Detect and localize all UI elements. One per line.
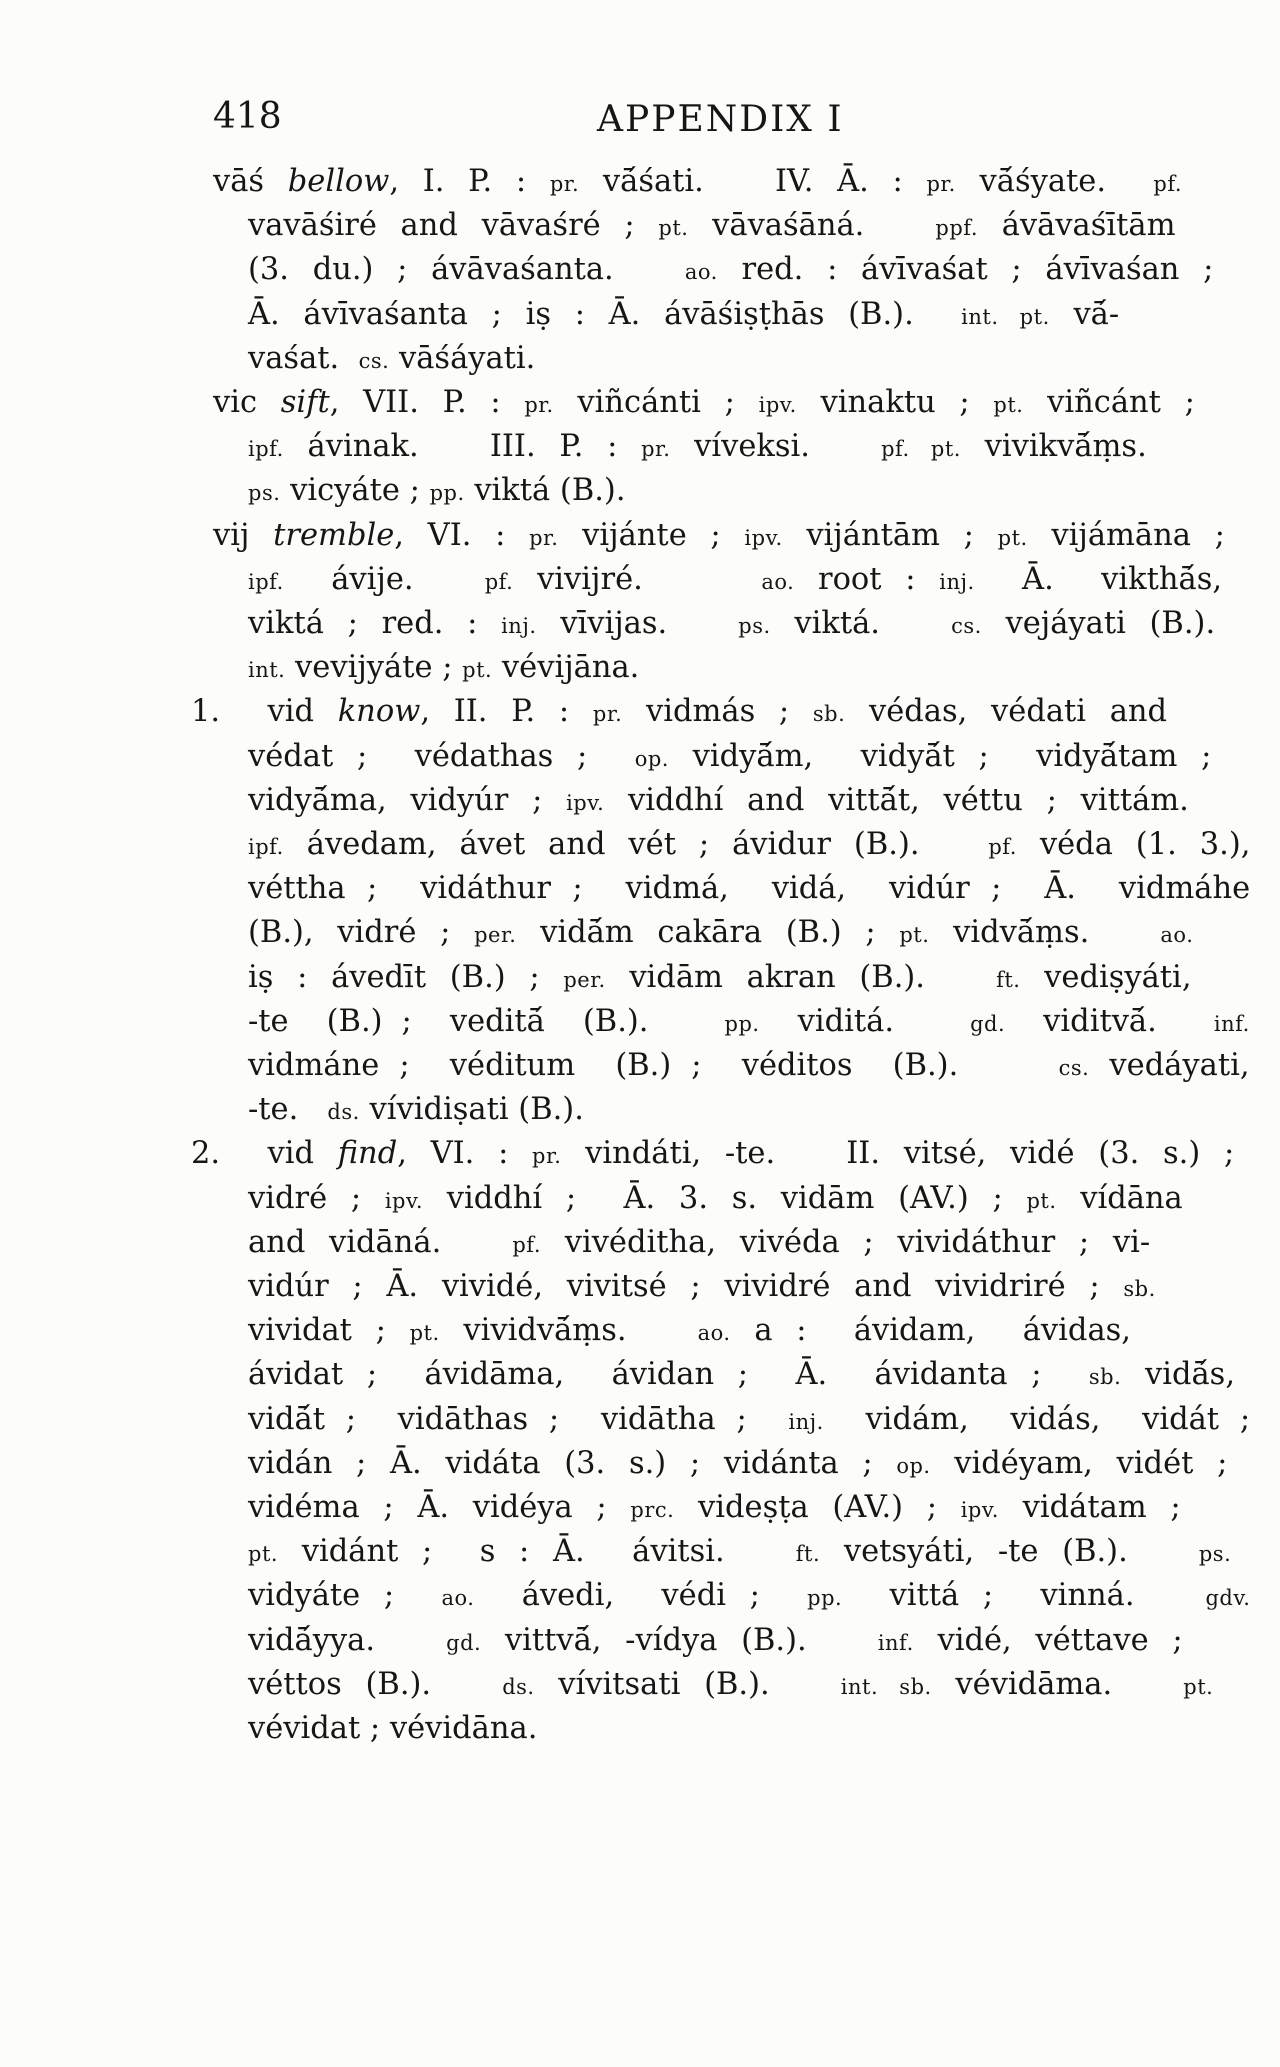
entry-text: viddhí and vittā́t, véttu ; vittám. — [604, 782, 1189, 818]
entry-text: 1. vid — [191, 694, 338, 730]
entry-text: vívitsati (B.). — [534, 1666, 841, 1702]
text-line — [248, 558, 1222, 602]
entry-text: vittvā́, -vídya (B.). — [481, 1622, 878, 1658]
entry-text: iṣ : ávedīt (B.) ; — [248, 959, 564, 995]
gloss-text: sift — [280, 385, 330, 420]
text-line — [248, 1707, 537, 1751]
grammar-abbreviation: pt. — [409, 1321, 440, 1346]
grammar-abbreviation: pt. — [658, 216, 689, 241]
grammar-abbreviation: sb. — [1123, 1277, 1156, 1301]
gloss-text: bellow — [287, 164, 390, 199]
grammar-abbreviation: inj. — [788, 1409, 824, 1434]
entry-text: védat ; védathas ; — [248, 738, 635, 774]
grammar-abbreviation: gd. — [446, 1630, 482, 1655]
entry-text: vittá ; vinná. — [842, 1578, 1206, 1614]
entry-text: vindáti, -te. II. vitsé, vidé (3. s.) ; — [561, 1136, 1235, 1172]
text-line — [248, 204, 1176, 248]
entry-text: , VI. : — [397, 1136, 533, 1172]
grammar-abbreviation: pt. — [462, 658, 493, 683]
grammar-abbreviation: int. sb. — [840, 1674, 932, 1699]
entry-text: , I. P. : — [389, 164, 550, 199]
entry-text: vic — [213, 385, 281, 420]
text-line — [248, 1309, 1131, 1353]
grammar-abbreviation: int. — [248, 658, 286, 683]
grammar-abbreviation: pr. — [529, 525, 559, 550]
grammar-abbreviation: ipf. — [248, 569, 284, 594]
gloss-text: tremble — [273, 517, 395, 553]
entry-text: vidéyam, vidét ; — [930, 1445, 1228, 1481]
entry-text: vidúr ; Ā. vividé, vivitsé ; vividré and vividriré ; — [248, 1269, 1124, 1304]
grammar-abbreviation: pr. — [641, 437, 671, 462]
entry-text: viditvā́. — [1005, 1003, 1214, 1039]
text-line — [248, 425, 1147, 469]
grammar-abbreviation: sb. — [1088, 1365, 1122, 1390]
entry-text: vetsyáti, -te (B.). — [820, 1534, 1199, 1570]
entry-text: véttos (B.). — [248, 1666, 503, 1702]
grammar-abbreviation: ao. — [697, 1321, 731, 1346]
grammar-abbreviation: pt. — [993, 393, 1024, 417]
text-line — [248, 1353, 1235, 1397]
grammar-abbreviation: per. — [563, 967, 606, 992]
text-line — [248, 248, 1213, 292]
entry-text: vévidāma. — [931, 1666, 1184, 1702]
grammar-abbreviation: ipf. — [248, 835, 284, 859]
grammar-abbreviation: pf. pt. — [881, 437, 961, 462]
entry-text: 2. vid — [191, 1136, 338, 1172]
entry-text: vaśat. — [248, 340, 359, 376]
text-line — [248, 779, 1189, 823]
text-line — [248, 1574, 1250, 1618]
entry-text: vejáyati (B.). — [981, 606, 1216, 641]
grammar-abbreviation: ft. — [996, 967, 1021, 992]
grammar-abbreviation: ipv. — [960, 1498, 999, 1522]
grammar-abbreviation: ds. — [327, 1100, 360, 1125]
text-line — [191, 1132, 1234, 1176]
grammar-abbreviation: inj. — [501, 614, 537, 638]
entry-text: vā́śati. IV. Ā. : — [579, 164, 927, 199]
text-line — [248, 956, 1192, 1000]
gloss-text: find — [337, 1136, 398, 1172]
grammar-abbreviation: ft. — [795, 1542, 821, 1567]
entry-text: vévijāna. — [492, 650, 640, 686]
entry-text: vīvijas. — [536, 606, 739, 641]
entry-text: vijánte ; — [558, 517, 745, 553]
entry-text: (3. du.) ; ávāvaśanta. — [248, 252, 685, 288]
grammar-abbreviation: op. — [896, 1453, 931, 1478]
grammar-abbreviation: per. — [474, 923, 517, 948]
entry-text: ávidat ; ávidāma, ávidan ; Ā. ávidanta ; — [248, 1357, 1089, 1393]
entry-text: videṣṭa (AV.) ; — [674, 1490, 961, 1525]
entry-text: viktá ; red. : — [248, 606, 502, 641]
entry-text: , II. P. : — [420, 694, 593, 730]
entry-text: vediṣyáti, — [1020, 959, 1192, 995]
grammar-abbreviation: pr. — [524, 393, 554, 417]
entry-text: vidmáne ; véditum (B.) ; véditos (B.). — [248, 1048, 1059, 1083]
entry-text: vidátam ; — [998, 1490, 1181, 1525]
entry-text: viñcánti ; — [553, 385, 759, 420]
entry-text: vāś — [213, 164, 288, 199]
grammar-abbreviation: pp. — [429, 481, 465, 506]
entry-text: vivijré. — [513, 561, 762, 597]
grammar-abbreviation: ao. — [1160, 923, 1194, 948]
grammar-abbreviation: pr. — [926, 172, 956, 196]
text-line — [248, 469, 626, 513]
entry-text: vā́- — [1049, 296, 1120, 332]
text-line — [213, 381, 1195, 425]
grammar-abbreviation: gd. — [970, 1011, 1006, 1036]
entry-text: ávāvaśītām — [978, 208, 1176, 244]
grammar-abbreviation: inf. — [1213, 1011, 1250, 1036]
grammar-abbreviation: pt. — [997, 525, 1028, 550]
entry-text: Ā. vikthā́s, — [974, 561, 1223, 597]
grammar-abbreviation: ps. — [1198, 1542, 1232, 1567]
grammar-abbreviation: ds. — [502, 1674, 535, 1699]
entry-text: Ā. ávīvaśanta ; iṣ : Ā. ávāśiṣṭhās (B.). — [248, 296, 962, 332]
text-line — [248, 1221, 1150, 1265]
entry-text: véda (1. 3.), — [1016, 827, 1251, 862]
grammar-abbreviation: pt. — [899, 923, 930, 948]
grammar-abbreviation: pr. — [532, 1144, 562, 1169]
text-line — [248, 1177, 1183, 1221]
entry-text: vidā́m cakāra (B.) ; — [516, 915, 900, 951]
grammar-abbreviation: pt. — [1026, 1188, 1057, 1213]
entry-text: viñcánt ; — [1023, 385, 1195, 420]
entry-text: vidám, vidás, vidát ; — [823, 1401, 1251, 1437]
text-line — [248, 293, 1119, 337]
text-line — [213, 160, 1182, 204]
entry-text: vidán ; Ā. vidáta (3. s.) ; vidánta ; — [248, 1445, 897, 1481]
entry-text: vinaktu ; — [796, 385, 994, 420]
entry-text: vijántām ; — [782, 517, 998, 553]
grammar-abbreviation: gdv. — [1205, 1586, 1251, 1611]
entry-text: root : — [794, 561, 940, 597]
text-line — [248, 1619, 1183, 1663]
entry-text: viktá. — [770, 606, 952, 641]
text-line — [248, 911, 1193, 955]
entry-text: vavāśiré and vāvaśré ; — [248, 208, 659, 244]
grammar-abbreviation: pf. — [988, 835, 1017, 859]
text-line — [213, 514, 1225, 558]
grammar-abbreviation: ipv. — [744, 525, 783, 550]
grammar-abbreviation: cs. — [951, 614, 982, 638]
entry-text: ávinak. III. P. : — [283, 429, 642, 465]
entry-text: vāvaśāná. — [688, 208, 936, 244]
entry-text: ávedam, ávet and vét ; ávidur (B.). — [283, 827, 989, 862]
entry-text: vāśáyati. — [389, 340, 536, 376]
text-line — [248, 1442, 1227, 1486]
text-line — [248, 646, 639, 690]
entry-text: vidā́yya. — [248, 1622, 447, 1658]
entry-text: vidām akran (B.). — [605, 959, 997, 995]
grammar-abbreviation: ao. — [684, 260, 718, 285]
grammar-abbreviation: inf. — [877, 1630, 914, 1655]
grammar-abbreviation: pr. — [549, 172, 580, 196]
grammar-abbreviation: pr. — [592, 702, 623, 727]
entry-text: vídāna — [1056, 1180, 1183, 1216]
grammar-abbreviation: ppf. — [935, 216, 979, 241]
entry-text: vívidiṣati (B.). — [359, 1092, 584, 1128]
grammar-abbreviation: pf. — [484, 569, 514, 594]
entry-text: , VI. : — [394, 517, 530, 553]
grammar-abbreviation: inj. — [939, 569, 975, 594]
text-line — [248, 1088, 584, 1132]
entry-text: -te. — [248, 1092, 328, 1128]
grammar-abbreviation: pp. — [807, 1586, 843, 1611]
entry-text: vidyáte ; — [248, 1578, 442, 1614]
entry-text: red. : ávīvaśat ; ávīvaśan ; — [717, 252, 1214, 288]
entry-text: and vidāná. — [248, 1224, 513, 1260]
page-number: 418 — [213, 96, 282, 137]
entry-text: vā́śyate. — [955, 164, 1154, 199]
entry-text: vij — [213, 517, 274, 553]
text-line — [248, 337, 535, 381]
grammar-abbreviation: ao. — [441, 1586, 475, 1611]
grammar-abbreviation: pt. — [248, 1542, 279, 1567]
grammar-abbreviation: int. pt. — [961, 304, 1050, 329]
text-line — [248, 1265, 1156, 1309]
entry-text: viditá. — [759, 1003, 971, 1039]
entry-text: vedáyati, — [1089, 1048, 1250, 1083]
grammar-abbreviation: ipv. — [758, 393, 797, 417]
text-line — [248, 867, 1250, 911]
text-line — [248, 1398, 1250, 1442]
entry-text: ávije. — [283, 561, 485, 597]
grammar-abbreviation: cs. — [358, 348, 390, 373]
entry-text: véttha ; vidáthur ; vidmá, vidá, vidúr ; Ā. vidmáhe — [248, 871, 1251, 907]
entry-text: vicyáte ; — [280, 473, 430, 509]
grammar-abbreviation: prc. — [630, 1498, 675, 1522]
text-line — [248, 1663, 1213, 1707]
grammar-abbreviation: pf. — [1153, 172, 1183, 196]
entry-text: vijámāna ; — [1027, 517, 1225, 553]
entry-text: vidéma ; Ā. vidéya ; — [248, 1490, 631, 1525]
grammar-abbreviation: cs. — [1058, 1056, 1090, 1080]
grammar-abbreviation: ps. — [738, 614, 771, 638]
entry-text: a : ávidam, ávidas, — [730, 1313, 1131, 1349]
entry-text: vidā́s, — [1121, 1357, 1236, 1393]
entry-text: , VII. P. : — [329, 385, 525, 420]
text-line — [248, 1000, 1250, 1044]
text-line — [248, 735, 1211, 779]
entry-text: vidā́t ; vidāthas ; vidātha ; — [248, 1401, 789, 1437]
grammar-abbreviation: ao. — [761, 569, 795, 594]
entry-text: -te (B.) ; veditā́ (B.). — [248, 1003, 725, 1039]
text-line — [248, 602, 1215, 646]
grammar-abbreviation: ipv. — [566, 790, 605, 815]
entry-text: vividat ; — [248, 1313, 410, 1349]
text-line — [248, 1486, 1181, 1530]
entry-text: (B.), vidré ; — [248, 915, 475, 951]
text-line — [191, 690, 1167, 734]
grammar-abbreviation: ipf. — [248, 437, 284, 462]
grammar-abbreviation: pp. — [724, 1011, 760, 1036]
grammar-abbreviation: pt. — [1183, 1674, 1214, 1699]
entry-text: viddhí ; Ā. 3. s. vidām (AV.) ; — [423, 1180, 1027, 1216]
grammar-abbreviation: pf. — [512, 1232, 542, 1257]
running-head: APPENDIX I — [597, 99, 844, 140]
grammar-abbreviation: ps. — [248, 481, 281, 506]
entry-text: vevijyáte ; — [285, 650, 463, 686]
entry-text: vivéditha, vivéda ; vividáthur ; vi- — [541, 1224, 1151, 1260]
entry-text: vidánt ; s : Ā. ávitsi. — [278, 1534, 796, 1570]
grammar-abbreviation: sb. — [812, 702, 846, 727]
entry-text: vividvā́ṃs. — [439, 1313, 698, 1349]
entry-text: víveksi. — [670, 429, 882, 465]
entry-text: vévidat ; vévidāna. — [248, 1711, 538, 1746]
entry-text: vidré ; — [248, 1180, 385, 1216]
entry-text: vidyā́ma, vidyúr ; — [248, 782, 567, 818]
entry-text: védas, védati and — [845, 694, 1168, 730]
text-line — [248, 1044, 1250, 1088]
entry-text: vivikvā́ṃs. — [960, 429, 1147, 465]
entry-text: vidyā́m, vidyā́t ; vidyā́tam ; — [668, 738, 1212, 774]
entry-text: ávedi, védi ; — [474, 1578, 808, 1614]
entry-text: vidmás ; — [622, 694, 813, 730]
gloss-text: know — [337, 694, 421, 730]
entry-text: viktá (B.). — [464, 473, 626, 509]
text-line — [248, 823, 1250, 867]
grammar-abbreviation: ipv. — [384, 1188, 424, 1213]
grammar-abbreviation: op. — [634, 746, 669, 771]
text-line — [248, 1530, 1231, 1574]
entry-text: vidé, véttave ; — [913, 1622, 1183, 1658]
entry-text: vidvā́ṃs. — [929, 915, 1161, 951]
